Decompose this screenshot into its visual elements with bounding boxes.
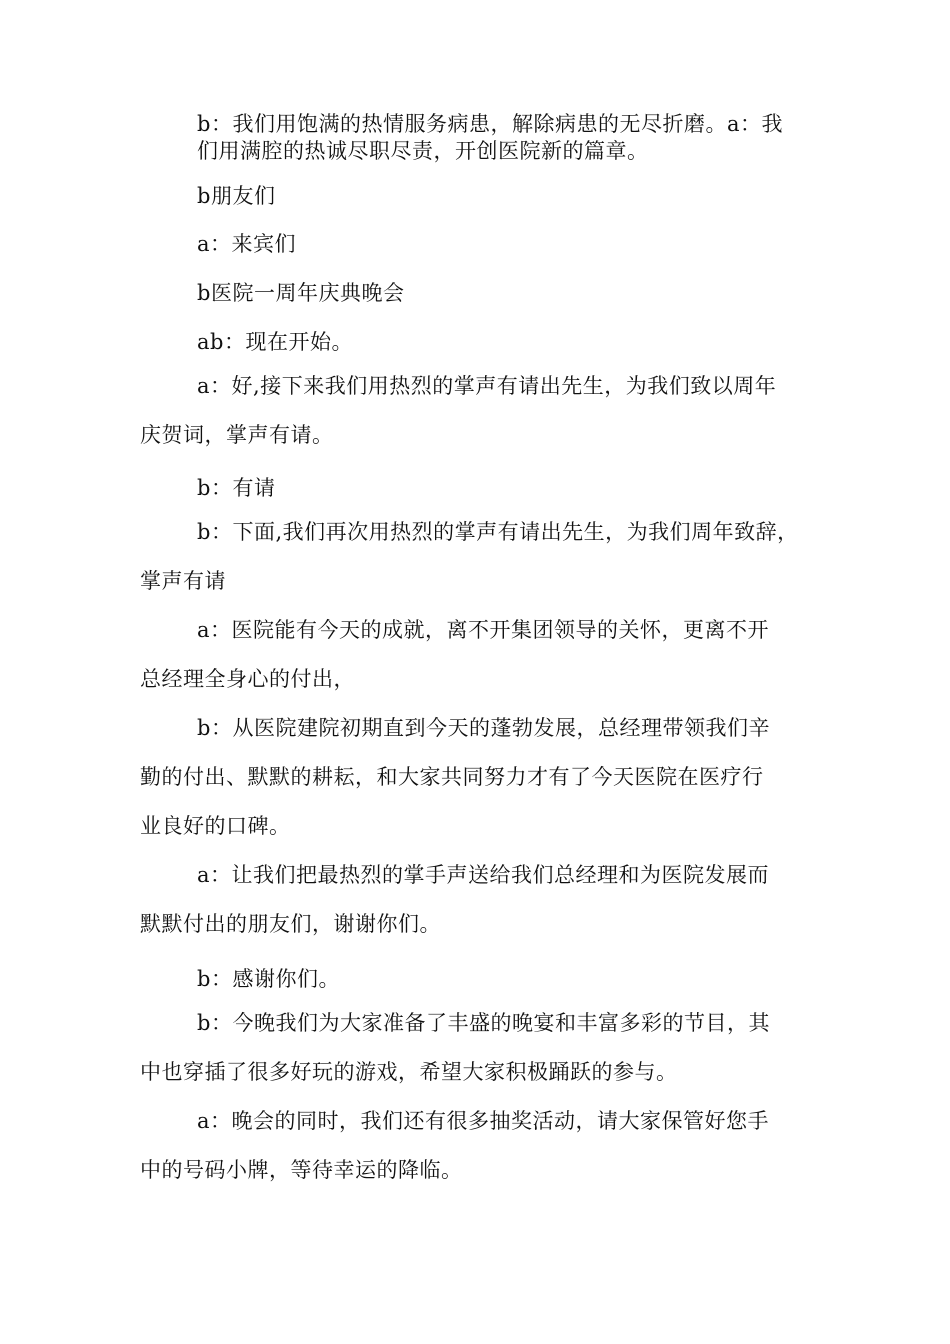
paragraph-line: b：今晚我们为大家准备了丰盛的晚宴和丰富多彩的节目，其 xyxy=(197,1011,770,1035)
paragraph-10 xyxy=(140,704,770,851)
paragraph-line: b医院一周年庆典晚会 xyxy=(197,281,405,305)
paragraph-6 xyxy=(140,362,776,460)
paragraph-line: 业良好的口碑。 xyxy=(140,814,291,838)
paragraph-line: a：好,接下来我们用热烈的掌声有请出先生，为我们致以周年 xyxy=(197,374,777,398)
paragraph-line: 默默付出的朋友们，谢谢你们。 xyxy=(140,912,441,936)
paragraph-line: b：下面,我们再次用热烈的掌声有请出先生，为我们周年致辞， xyxy=(197,520,799,544)
paragraph-line: b：有请 xyxy=(197,476,276,500)
paragraph-14 xyxy=(140,1097,769,1195)
paragraph-8 xyxy=(140,508,799,606)
paragraph-line: 们用满腔的热诚尽职尽责，开创医院新的篇章。 xyxy=(197,139,649,163)
paragraph-line: b：从医院建院初期直到今天的蓬勃发展，总经理带领我们辛 xyxy=(197,716,770,740)
paragraph-line: ab：现在开始。 xyxy=(197,330,353,354)
paragraph-line: 中也穿插了很多好玩的游戏，希望大家积极踊跃的参与。 xyxy=(140,1060,678,1084)
paragraph-line: 勤的付出、默默的耕耘，和大家共同努力才有了今天医院在医疗行 xyxy=(140,765,764,789)
paragraph-line: a：医院能有今天的成就，离不开集团领导的关怀，更离不开 xyxy=(197,618,770,642)
paragraph-line: a：让我们把最热烈的掌手声送给我们总经理和为医院发展而 xyxy=(197,863,770,887)
paragraph-5 xyxy=(197,326,353,356)
paragraph-11 xyxy=(140,851,769,949)
paragraph-line: b：感谢你们。 xyxy=(197,967,340,991)
paragraph-7 xyxy=(197,472,275,502)
paragraph-line: a：来宾们 xyxy=(197,232,297,256)
paragraph-line: 中的号码小牌，等待幸运的降临。 xyxy=(140,1158,463,1182)
paragraph-line: 总经理全身心的付出， xyxy=(140,667,355,691)
paragraph-13 xyxy=(140,999,770,1097)
paragraph-line: 掌声有请 xyxy=(140,569,226,593)
paragraph-line: a：晚会的同时，我们还有很多抽奖活动，请大家保管好您手 xyxy=(197,1109,770,1133)
paragraph-12 xyxy=(197,963,340,993)
paragraph-line: b：我们用饱满的热情服务病患，解除病患的无尽折磨。a：我 xyxy=(197,112,783,136)
paragraph-line: b朋友们 xyxy=(197,184,276,208)
paragraph-4 xyxy=(197,277,404,307)
paragraph-3 xyxy=(197,228,296,258)
paragraph-line: 庆贺词，掌声有请。 xyxy=(140,423,334,447)
paragraph-2 xyxy=(197,180,275,210)
paragraph-9 xyxy=(140,606,769,704)
paragraph-1 xyxy=(197,111,783,165)
